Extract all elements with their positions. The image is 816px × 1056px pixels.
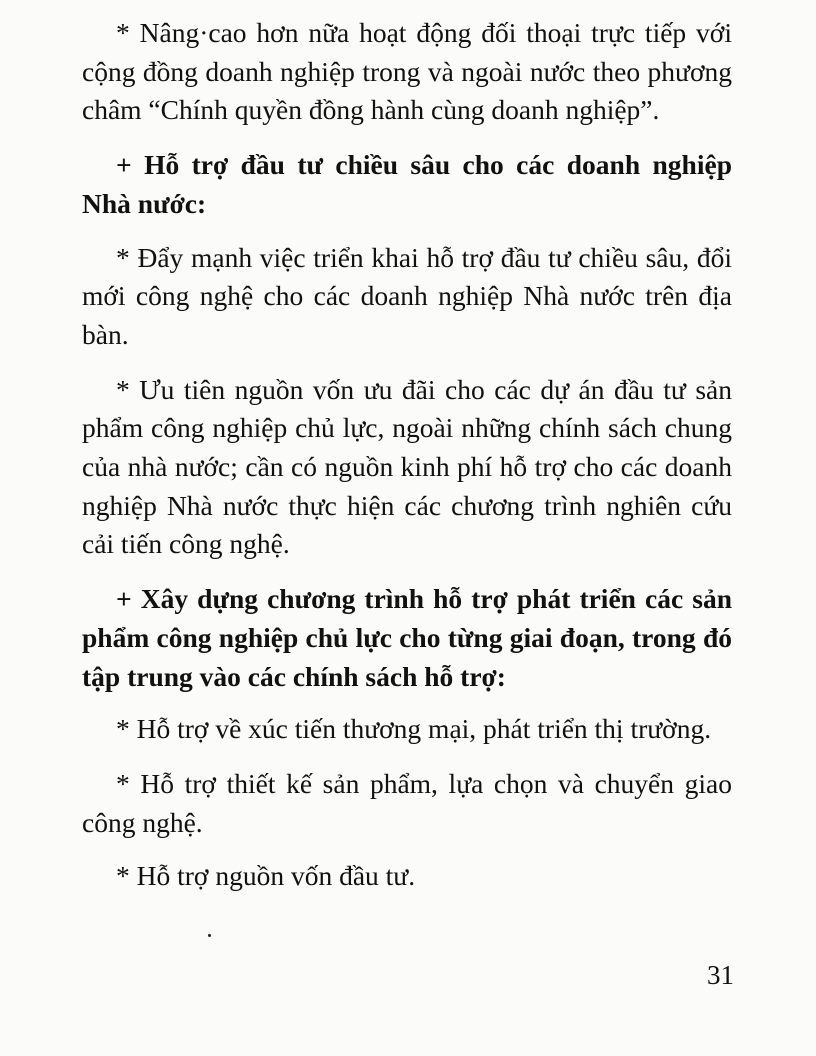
scan-speck [208,934,211,937]
page-body-text [82,14,732,896]
heading-deep-investment-state-enterprises: + Hỗ trợ đầu tư chiều sâu cho các doanh nghiệp Nhà nước: [82,149,732,219]
paragraph-investment-capital: * Hỗ trợ nguồn vốn đầu tư. [116,860,416,892]
heading-support-program-key-products: + Xây dựng chương trình hỗ trợ phát triển các sản phẩm công nghiệp chủ lực cho từng giai đoạn, trong đó tập trung vào các chính sách hỗ trợ: [82,583,732,692]
paragraph-dialogue-business: * Nâng·cao hơn nữa hoạt động đối thoại trực tiếp với cộng đồng doanh nghiệp trong và ngoài nước theo phương châm “Chính quyền đồng hành cùng doanh nghiệp”. [82,17,732,126]
paragraph-product-design: * Hỗ trợ thiết kế sản phẩm, lựa chọn và chuyển giao công nghệ. [82,767,732,838]
paragraph-trade-promotion: * Hỗ trợ về xúc tiến thương mại, phát triển thị trường. [116,713,712,745]
paragraph-preferential-capital: * Ưu tiên nguồn vốn ưu đãi cho các dự án đầu tư sản phẩm công nghiệp chủ lực, ngoài những chính sách chung của nhà nước; cần có nguồn kinh phí hỗ trợ cho các doanh nghiệp Nhà nước thực hiện các chương trình nghiên cứu cải tiến công nghệ. [82,373,732,560]
paragraph-technology-renewal: * Đẩy mạnh việc triển khai hỗ trợ đầu tư chiều sâu, đổi mới công nghệ cho các doanh nghiệp Nhà nước trên địa bàn. [82,241,732,350]
page-number: 31 [707,960,734,990]
